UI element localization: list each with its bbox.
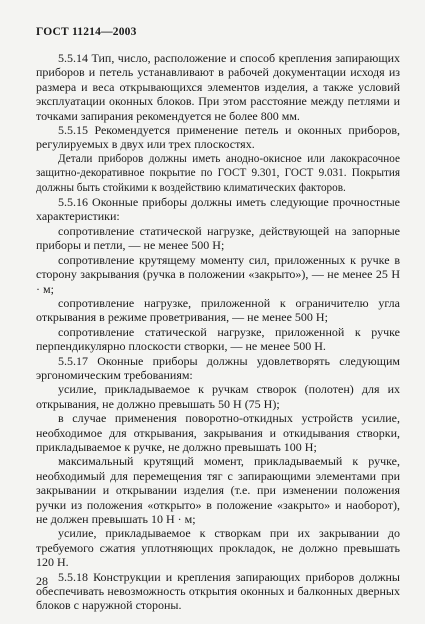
paragraph-5-5-18: 5.5.18 Конструкции и крепления запирающих приборов должны обеспечивать невозможность открытия оконных и балконных дверных блоков с наружной стороны. xyxy=(36,569,400,613)
requirement-static-load: сопротивление статической нагрузке, действующей на запорные приборы и петли, — не менее 500 Н; xyxy=(36,223,400,253)
requirement-torque: сопротивление крутящему моменту сил, приложенных к ручке в сторону закрывания (ручка в положении «закрыто»), — не менее 25 Н · м; xyxy=(36,252,400,296)
paragraph-5-5-16: 5.5.16 Оконные приборы должны иметь следующие прочностные характеристики: xyxy=(36,195,400,224)
page-number: 28 xyxy=(36,574,48,588)
requirement-tilt-turn-force: в случае применения поворотно-откидных устройств усилие, необходимое для открывания, закрывания и откидывания створки, прикладываемое к ручке, не должно превышать 100 Н; xyxy=(36,411,400,454)
requirement-opening-force: усилие, прикладываемое к ручкам створок (полотен) для их открывания, не должно превышать 50 Н (75 Н); xyxy=(36,382,400,411)
requirement-limiter-load: сопротивление нагрузке, приложенной к ограничителю угла открывания в режиме проветривания, — не менее 500 Н; xyxy=(36,295,400,325)
paragraph-coating: Детали приборов должны иметь анодно-окисное или лакокрасочное защитно-декоративное покрытие по ГОСТ 9.301, ГОСТ 9.031. Покрытия должны быть стойкими к воздействию климатических факторов. xyxy=(36,152,400,194)
requirement-max-torque: максимальный крутящий момент, прикладываемый к ручке, необходимый для перемещения тяг с запирающими элементами при закрывании и открывании изделия (т.е. при изменении положения ручки из положения «открыто» в положение «закрыто» и наоборот), не должен превышать 10 Н · м; xyxy=(36,454,400,526)
paragraph-5-5-14: 5.5.14 Тип, число, расположение и способ крепления запирающих приборов и петель устанавливают в рабочей документации исходя из размера и веса открывающихся элементов изделия, а также условий эксплуатации оконных блоков. При этом расстояние между петлями и точками запирания рекомендуется не более 800 мм. xyxy=(36,51,400,123)
requirement-handle-load: сопротивление статической нагрузке, приложенной к ручке перпендикулярно плоскости створки, — не менее 500 Н. xyxy=(36,324,400,354)
paragraph-5-5-15: 5.5.15 Рекомендуется применение петель и оконных приборов, регулируемых в двух или трех плоскостях. xyxy=(36,123,400,152)
body-text xyxy=(36,51,400,613)
standard-header: ГОСТ 11214—2003 xyxy=(36,26,137,38)
paragraph-5-5-17: 5.5.17 Оконные приборы должны удовлетворять следующим эргономическим требованиям: xyxy=(36,353,400,382)
requirement-closing-force: усилие, прикладываемое к створкам при их закрывании до требуемого сжатия уплотняющих прокладок, не должно превышать 120 Н. xyxy=(36,526,400,570)
